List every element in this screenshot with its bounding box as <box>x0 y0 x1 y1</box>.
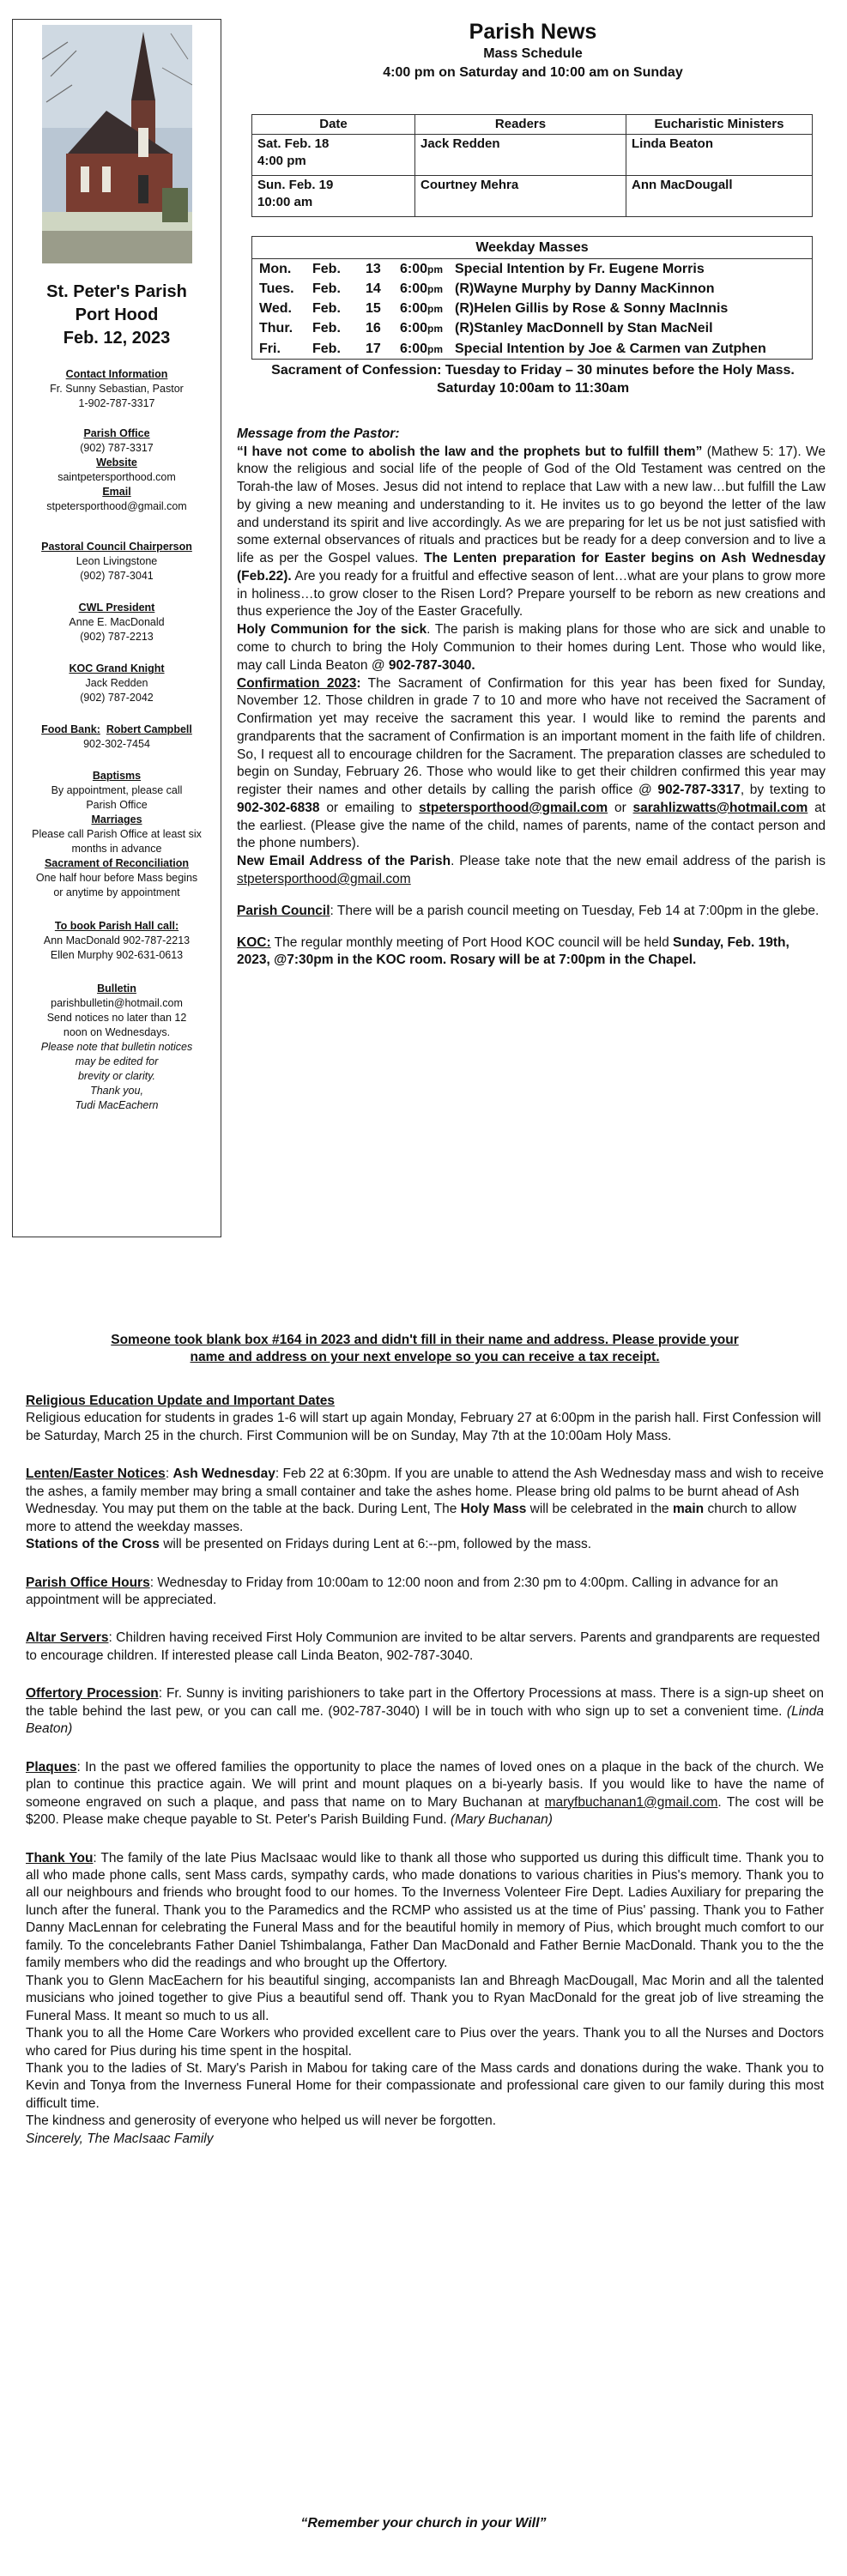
food-bank-title: Food Bank: <box>41 723 100 735</box>
hall-contact: Ellen Murphy 902-631-0613 <box>50 949 184 961</box>
sacraments-block <box>18 769 215 900</box>
weekday-date: 14 <box>366 281 381 297</box>
confirmation-email-link[interactable]: stpetersporthood@gmail.com <box>419 800 608 815</box>
lent-notice: The Lenten preparation for Easter begins on Ash Wednesday (Feb.22). <box>237 551 826 584</box>
table-header: Readers <box>415 115 626 135</box>
contact-title: Contact Information <box>65 368 168 380</box>
new-email-title: New Email Address of the Parish <box>237 854 451 869</box>
new-email-link[interactable]: stpetersporthood@gmail.com <box>237 871 411 886</box>
offertory-procession <box>26 1685 824 1738</box>
thanks-title: Thank You <box>26 1850 94 1865</box>
koc-block <box>18 662 215 705</box>
time-line: 10:00 am <box>257 194 313 209</box>
parish-name: St. Peter's Parish <box>46 282 187 301</box>
bulletin-note: Thank you, <box>90 1085 143 1097</box>
weekday-time-unit: pm <box>427 263 444 276</box>
mass-schedule-title: Mass Schedule <box>483 46 583 61</box>
weekday-date: 17 <box>366 341 381 356</box>
reconciliation-line: One half hour before Mass begins <box>35 872 198 884</box>
main-church: main <box>672 1502 705 1517</box>
bulletin-line: Send notices no later than 12 <box>46 1012 187 1024</box>
cwl-name: Anne E. MacDonald <box>69 616 165 628</box>
weekday-row <box>252 339 812 359</box>
koc-name: Jack Redden <box>85 677 148 689</box>
weekday-day: Fri. <box>259 341 281 356</box>
notices-section <box>26 1332 824 2148</box>
baptisms-title: Baptisms <box>92 770 142 782</box>
weekday-time <box>400 340 455 358</box>
hall-title: To book Parish Hall call: <box>54 920 179 932</box>
marriages-line: months in advance <box>71 843 162 855</box>
bulletin-email[interactable]: parishbulletin@hotmail.com <box>51 997 183 1009</box>
table-row <box>252 134 813 175</box>
lenten-title: Lenten/Easter Notices <box>26 1466 166 1482</box>
weekday-day: Wed. <box>259 301 292 317</box>
table-cell-minister: Linda Beaton <box>626 134 813 175</box>
weekday-time-value: 6:00 <box>400 301 428 317</box>
weekday-month: Feb. <box>312 321 341 336</box>
bulletin-note: brevity or clarity. <box>77 1070 156 1082</box>
weekday-row <box>252 299 812 318</box>
confirmation-email-link[interactable]: sarahlizwatts@hotmail.com <box>632 800 808 815</box>
table-header-row <box>252 115 813 135</box>
table-cell-minister: Ann MacDougall <box>626 175 813 216</box>
hall-contact: Ann MacDonald 902-787-2213 <box>43 934 191 946</box>
pastor-body: Are you ready for a fruitful and effective season of lent…what are your plans to grow more in holiness…to grow closer to the Risen Lord? Prepare yourself to be reborn as new creations and thus experience the Joy of the Easter Gracefully. <box>237 568 826 620</box>
email-label: Email <box>102 486 131 498</box>
thanks-paragraph: The kindness and generosity of everyone who helped us will never be forgotten. <box>26 2113 497 2129</box>
council-body: : There will be a parish council meeting on Tuesday, Feb 14 at 7:00pm in the glebe. <box>330 903 820 918</box>
page-title: Parish News <box>469 20 597 44</box>
sidebar <box>12 19 221 1237</box>
koc-meeting-time: Sunday, Feb. 19th, 2023, @7:30pm in the KOC room. Rosary will be at 7:00pm in the Chapel. <box>237 934 790 968</box>
pastor-body: (Mathew 5: 17). We know the religious and social life of the people of God of the Old Testament was centred on the Torah-the law of Moses. Jesus did not intend to replace that Law with a new law…but fulfill the Law by giving a new meaning and understanding to it. He invites us to go beyond the letter of the law and understand its spirit and live accordingly. As we are preparing for let us be not just satisfied with some external observances of rituals and practices but be ready for a deep conversion and to live a life as per the Gospel values. <box>237 444 826 566</box>
weekday-time <box>400 319 455 337</box>
religious-education <box>26 1393 824 1445</box>
thanks-signature: Sincerely, The MacIsaac Family <box>26 2131 214 2146</box>
pastor-message: Message from the Pastor: “I have not come to abolish the law and the prophets but to fulfill them” (Mathew 5: 17). We know the religious and social life of the people of God of the Old Testament was centred on the Torah-the law of Moses. Jesus did not intend to replace that Law with a new law…but fulfill the Law by giving a new meaning and understanding to it. He invites us to go beyond the letter of the law and understand its spirit and live accordingly. As we are preparing for let us be not just satisfied with some external observances of rituals and practices but be ready for a deep conversion and to live a life as per the Gospel values. The Lenten preparation for Easter begins on Ash Wednesday (Feb.22). Are you ready for a fruitful and effective season of lent…what are your plans to grow more in holiness…to grow closer to the Risen Lord? Prepare yourself to be reborn as new creations and thus experience the Joy of the Easter Gracefully. Holy Communion for the sick. The parish is making plans for those who are sick and unable to come to church to bring the Holy Communion to their homes during Lent. Those who would like, may call Linda Beaton @ 902-787-3040. Confirmation 2023: The Sacrament of Confirmation for this year has been fixed for Sunday, November 12. Those children in grade 7 to 10 and more who have not received the Sacrament of Confirmation yet may receive the sacrament this year. I would like to remind the parents and grandparents that the sacrament of Confirmation is an important moment in the faith life of children. So, I request all to encourage children for the Sacrament. The preparation classes are scheduled to begin on Sunday, February 26. Those who would like to get their children confirmed this year may register their names and other details by calling the parish office @ 902-787-3317, by texting to 902-302-6838 or emailing to stpetersporthood@gmail.com or sarahlizwatts@hotmail.com at the earliest. (Please give the name of the child, names of parents, name of the contact person and the phone numbers). New Email Address of the Parish. Please take note that the new email address of the parish is stpetersporthood@gmail.com Parish Council: There will be a parish council meeting on Tuesday, Feb 14 at 7:00pm in the glebe. KOC: The regular monthly meeting of Port Hood KOC council will be held Sunday, Feb. 19th, 2023, @7:30pm in the KOC room. Rosary will be at 7:00pm in the Chapel. <box>237 426 826 968</box>
altar-body: : Children having received First Holy Communion are invited to be altar servers. Parents and grandparents are requested to encourage children. If interested please call Linda Beaton, 902-787-3040. <box>26 1630 820 1663</box>
bulletin-date: Feb. 12, 2023 <box>63 329 171 348</box>
reconciliation-title: Sacrament of Reconciliation <box>44 857 190 869</box>
food-bank-name: Robert Campbell <box>106 723 192 735</box>
thanks-paragraph: Thank you to all the Home Care Workers who provided excellent care to Pius over the years. Thank you to all the Nurses and Doctors who cared for Pius during his time spent in the hospital. <box>26 2026 824 2059</box>
table-cell-reader: Courtney Mehra <box>415 175 626 216</box>
weekday-time <box>400 299 455 317</box>
weekday-time <box>400 280 455 298</box>
table-header: Eucharistic Ministers <box>626 115 813 135</box>
weekday-title: Weekday Masses <box>252 237 812 259</box>
confirmation-text-phone: 902-302-6838 <box>237 800 320 815</box>
religious-title: Religious Education Update and Important Dates <box>26 1393 335 1408</box>
confirmation-body: The Sacrament of Confirmation for this year has been fixed for Sunday, November 12. Those children in grade 7 to 10 and more who have not received the Sacrament of Confirmation yet may receive the sacrament this year. I would like to remind the parents and grandparents that the sacrament of Confirmation is an important moment in the faith life of children. So, I request all to encourage children for the Sacrament. The preparation classes are scheduled to begin on Sunday, February 26. Those who would like to get their children confirmed this year may register their names and other details by calling the parish office @ <box>237 675 826 798</box>
altar-title: Altar Servers <box>26 1630 109 1646</box>
date-line: Sat. Feb. 18 <box>257 136 330 151</box>
weekday-time-unit: pm <box>427 342 444 355</box>
office-title: Parish Office <box>83 427 150 439</box>
weekday-intention: Special Intention by Fr. Eugene Morris <box>455 262 705 277</box>
plaques <box>26 1759 824 1829</box>
plaques-signature: (Mary Buchanan) <box>450 1812 553 1828</box>
offertory-body: : Fr. Sunny is inviting parishioners to take part in the Offertory Processions at mass. There is a sign-up sheet on the table behind the last pew, or you can call me. (902-787-3040) I will be in touch with who sign up to set a convenient time. <box>26 1686 824 1719</box>
confirmation-text: or emailing to <box>326 800 413 815</box>
weekday-time-value: 6:00 <box>400 341 428 356</box>
reconciliation-line: or anytime by appointment <box>53 886 180 898</box>
weekday-masses-box <box>251 236 813 360</box>
pastor-quote: “I have not come to abolish the law and the prophets but to fulfill them” <box>237 444 703 459</box>
time-line: 4:00 pm <box>257 153 306 168</box>
lenten-body: : Feb 22 at 6:30pm. If you are unable to attend the Ash Wednesday mass and wish to receive the ashes, a family member may bring a small container and take the ashes home. Please bring old palms to be burnt ahead of Ash Wednesday. You may put them on the table at the back. During Lent, The <box>26 1466 824 1517</box>
weekday-list <box>252 259 812 359</box>
stations-title: Stations of the Cross <box>26 1537 160 1552</box>
office-phone: (902) 787-3317 <box>80 442 154 454</box>
weekday-time-value: 6:00 <box>400 281 428 297</box>
marriages-title: Marriages <box>91 813 142 825</box>
lenten-body: church to allow more to attend the weekday masses. <box>26 1502 796 1534</box>
food-bank-block <box>18 723 215 752</box>
thanks-paragraph: Thank you to the ladies of St. Mary's Parish in Mabou for taking care of the Mass cards and donations during the wake. Thank you to Kevin and Tonya from the Inverness Funeral Home for their compassionate and professional care given to our family during this most difficult time. <box>26 2060 824 2111</box>
confirmation-body: at the earliest. (Please give the name of the child, names of parents, name of the contact person and the phone numbers). <box>237 800 826 851</box>
email-link[interactable]: stpetersporthood@gmail.com <box>46 500 187 512</box>
koc-meeting-body: The regular monthly meeting of Port Hood KOC council will be held <box>270 934 669 950</box>
footer-motto: “Remember your church in your Will” <box>300 2516 547 2531</box>
table-cell-date <box>252 175 415 216</box>
pastor-phone: 1-902-787-3317 <box>78 397 155 409</box>
table-header: Date <box>252 115 415 135</box>
mass-table <box>251 114 813 217</box>
mass-times: 4:00 pm on Saturday and 10:00 am on Sunday <box>383 64 683 80</box>
weekday-time <box>400 260 455 278</box>
table-row <box>252 175 813 216</box>
confession-notice: Sacrament of Confession: Tuesday to Friday – 30 minutes before the Holy Mass. Saturday 10:00am to 11:30am <box>271 362 795 396</box>
contact-block <box>18 367 215 411</box>
website-label: Website <box>96 457 137 469</box>
bulletin-block <box>18 982 215 1113</box>
thanks-paragraph: : The family of the late Pius MacIsaac would like to thank all those who supported us during this difficult time. Thank you to all who made phone calls, sent Mass cards, sympathy cards, who made donations to various charities in Pius's memory. Thank you to all our neighbours and friends who brought food to our homes. To the Inverness Volenteer Fire Dept. Ladies Auxiliary for preparing the lunch after the funeral. Thank you to the Paramedics and the RCMP who assisted us at the time of Pius' passing. Thank you to Father Danny MacLennan for celebrating the Funeral Mass and for the beautiful homily in memory of Pius, which brought much comfort to our family. To the concelebrants Father Daniel Tshimbalanga, Father Dan MacDonald and Father Bernie MacDonald. Thank you to the the family members who did the readings and who brought up the Offertory. <box>26 1850 825 1971</box>
lenten-body: will be celebrated in the <box>529 1502 669 1517</box>
pastor-name: Fr. Sunny Sebastian, Pastor <box>50 383 184 395</box>
pastoral-council-phone: (902) 787-3041 <box>80 570 154 582</box>
weekday-time-value: 6:00 <box>400 321 428 336</box>
weekday-date: 16 <box>366 321 381 336</box>
bulletin-note: Tudi MacEachern <box>75 1099 159 1111</box>
table-cell-reader: Jack Redden <box>415 134 626 175</box>
church-photo <box>42 25 192 263</box>
cwl-block <box>18 601 215 644</box>
food-bank-phone: 902-302-7454 <box>83 738 150 750</box>
weekday-day: Mon. <box>259 262 292 277</box>
weekday-intention: (R)Helen Gillis by Rose & Sonny MacInnis <box>455 301 729 317</box>
koc-title: KOC Grand Knight <box>69 662 165 674</box>
website-link[interactable]: saintpetersporthood.com <box>57 471 176 483</box>
plaques-body: . The cost will be $200. Please make cheque payable to St. Peter's Parish Building Fund. <box>26 1794 824 1828</box>
weekday-intention: (R)Wayne Murphy by Danny MacKinnon <box>455 281 715 297</box>
weekday-row <box>252 259 812 279</box>
confirmation-text: or <box>614 800 626 815</box>
council-title: Parish Council <box>237 903 330 918</box>
plaques-title: Plaques <box>26 1759 77 1775</box>
weekday-time-unit: pm <box>427 283 444 296</box>
weekday-month: Feb. <box>312 262 341 277</box>
weekday-month: Feb. <box>312 281 341 297</box>
cwl-title: CWL President <box>78 602 155 614</box>
holy-mass: Holy Mass <box>460 1502 527 1517</box>
altar-servers <box>26 1630 824 1665</box>
pastoral-council-block <box>18 540 215 584</box>
weekday-intention: (R)Stanley MacDonnell by Stan MacNeil <box>455 321 713 336</box>
weekday-time-unit: pm <box>427 303 444 316</box>
weekday-row <box>252 279 812 299</box>
new-email-body: . Please take note that the new email address of the parish is <box>451 854 826 869</box>
office-hours-body: : Wednesday to Friday from 10:00am to 12:00 noon and from 2:30 pm to 4:00pm. Calling in advance for an appointment will be appreciated. <box>26 1575 778 1607</box>
weekday-time-unit: pm <box>427 323 444 336</box>
cwl-phone: (902) 787-2213 <box>80 631 154 643</box>
table-cell-date <box>252 134 415 175</box>
pastoral-council-title: Pastoral Council Chairperson <box>41 541 192 553</box>
weekday-date: 13 <box>366 262 381 277</box>
confirmation-text: , by texting to <box>740 783 826 798</box>
weekday-row <box>252 318 812 338</box>
parish-location: Port Hood <box>75 305 159 324</box>
hall-block <box>18 919 215 963</box>
thank-you <box>26 1850 824 2149</box>
bulletin-note: may be edited for <box>75 1055 159 1067</box>
offertory-signature: (Linda Beaton) <box>26 1703 824 1737</box>
weekday-intention: Special Intention by Joe & Carmen van Zutphen <box>455 341 766 356</box>
lenten-sep: : <box>165 1466 173 1482</box>
office-hours <box>26 1575 824 1610</box>
sick-body: . The parish is making plans for those who are sick and unable to come to church to bring the Holy Communion to their homes during Lent. Those who would like, may call Linda Beaton @ <box>237 622 826 673</box>
plaques-body: : In the past we offered families the opportunity to place the names of loved ones on a plaque in the back of the church. We plan to continue this practice again. We will print and mount plaques on a bi-yearly basis. If you would like to have the name of someone engraved on such a plaque, and pass that name on to Mary Buchanan at <box>26 1759 824 1810</box>
thanks-paragraph: Thank you to Glenn MacEachern for his beautiful singing, accompanists Ian and Bhreagh MacDougall, Mac Morin and all the talented musicians who joined together to give Pius a beautiful send off. Thank you to Ryan MacDonald for the great job of live streaming the Funeral Mass. It meant so much to us all. <box>26 1973 824 2023</box>
marriages-line: Please call Parish Office at least six <box>32 828 202 840</box>
stations-body: will be presented on Fridays during Lent at 6:--pm, followed by the mass. <box>159 1537 592 1552</box>
weekday-date: 15 <box>366 301 381 317</box>
weekday-month: Feb. <box>312 301 341 317</box>
baptisms-line: By appointment, please call <box>51 784 183 796</box>
weekday-time-value: 6:00 <box>400 262 428 277</box>
religious-body: Religious education for students in grades 1-6 will start up again Monday, February 27 at 6:00pm in the parish hall. First Confession will be Saturday, March 25 in the church. First Communion will be on Sunday, May 7th at the 10:00am Holy Mass. <box>26 1411 821 1443</box>
office-hours-title: Parish Office Hours <box>26 1575 150 1590</box>
sick-phone: 902-787-3040. <box>388 657 475 673</box>
confirmation-phone: 902-787-3317 <box>657 783 741 798</box>
bulletin-note: Please note that bulletin notices <box>40 1041 193 1053</box>
ash-wednesday: Ash Wednesday <box>172 1466 275 1482</box>
koc-phone: (902) 787-2042 <box>80 692 154 704</box>
weekday-day: Thur. <box>259 321 293 336</box>
blank-box-notice: Someone took blank box #164 in 2023 and didn't fill in their name and address. Please provide your name and address on your next envelope so you can receive a tax receipt. <box>111 1333 739 1365</box>
bulletin-title: Bulletin <box>97 983 136 995</box>
main-column <box>237 19 829 970</box>
plaques-email-link[interactable]: maryfbuchanan1@gmail.com <box>544 1794 718 1810</box>
koc-meeting-title: KOC: <box>237 934 271 950</box>
weekday-month: Feb. <box>312 341 341 356</box>
date-line: Sun. Feb. 19 <box>257 177 334 192</box>
offertory-title: Offertory Procession <box>26 1686 159 1702</box>
pastor-heading: Message from the Pastor <box>237 426 396 441</box>
office-block <box>18 426 215 514</box>
sick-title: Holy Communion for the sick <box>237 622 427 638</box>
lenten-notices <box>26 1466 824 1553</box>
weekday-day: Tues. <box>259 281 294 297</box>
baptisms-line: Parish Office <box>86 799 148 811</box>
pastoral-council-name: Leon Livingstone <box>76 555 158 567</box>
confirmation-title: Confirmation 2023 <box>237 675 357 691</box>
bulletin-line: noon on Wednesdays. <box>63 1026 171 1038</box>
